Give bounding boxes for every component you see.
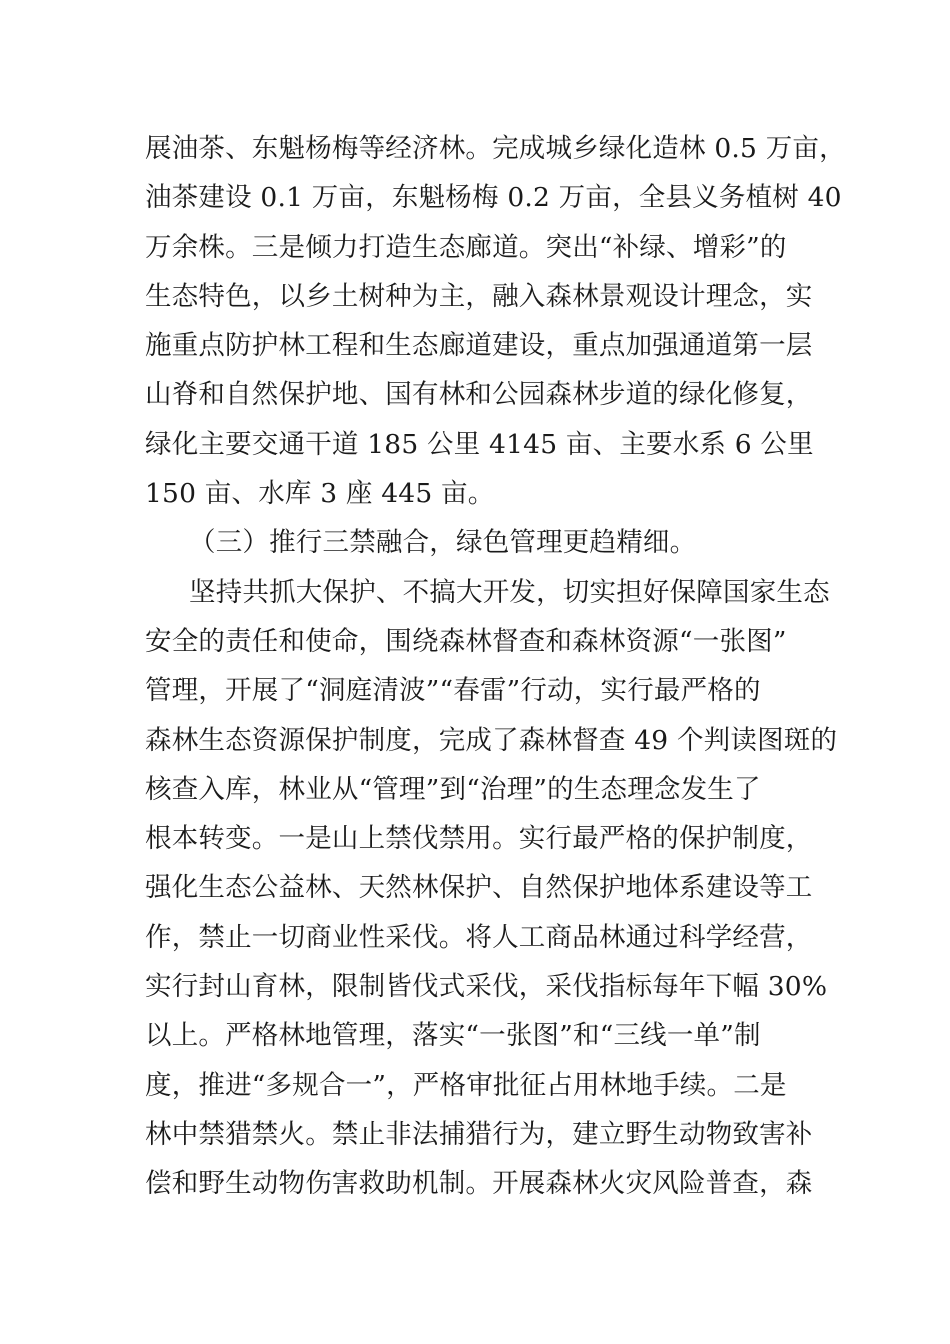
text-line: 林中禁猎禁火。禁止非法捕猎行为，建立野生动物致害补 [145,1118,813,1150]
text-line: 偿和野生动物伤害救助机制。开展森林火灾风险普查，森 [145,1168,813,1200]
text-line: 万余株。三是倾力打造生态廊道。突出“补绿、增彩”的 [145,231,787,263]
text-line: 森林生态资源保护制度，完成了森林督查 49 个判读图斑的 [145,724,838,756]
text-line: 以上。严格林地管理，落实“一张图”和“三线一单”制 [145,1020,761,1052]
text-line: 油茶建设 0.1 万亩，东魁杨梅 0.2 万亩，全县义务植树 40 [145,182,842,214]
text-line: 度，推进“多规合一”，严格审批征占用林地手续。二是 [145,1069,787,1101]
section-heading: （三）推行三禁融合，绿色管理更趋精细。 [189,527,697,559]
body-text [145,124,846,1209]
paragraph-first-line: 坚持共抓大保护、不搞大开发，切实担好保障国家生态 [189,576,830,608]
text-line: 绿化主要交通干道 185 公里 4145 亩、主要水系 6 公里 [145,428,814,460]
text-line: 安全的责任和使命，围绕森林督查和森林资源“一张图” [145,625,787,657]
text-line: 施重点防护林工程和生态廊道建设，重点加强通道第一层 [145,330,813,362]
text-line: 山脊和自然保护地、国有林和公园森林步道的绿化修复， [145,379,813,411]
text-line: 作，禁止一切商业性采伐。将人工商品林通过科学经营， [145,921,813,953]
text-line: 管理，开展了“洞庭清波”“春雷”行动，实行最严格的 [145,675,761,707]
text-line: 展油茶、东魁杨梅等经济林。完成城乡绿化造林 0.5 万亩， [145,133,846,164]
text-line: 核查入库，林业从“管理”到“治理”的生态理念发生了 [145,773,761,805]
text-line: 强化生态公益林、天然林保护、自然保护地体系建设等工 [145,872,813,904]
text-line: 实行封山育林，限制皆伐式采伐，采伐指标每年下幅 30% [145,971,828,1003]
text-line: 根本转变。一是山上禁伐禁用。实行最严格的保护制度， [145,823,813,855]
text-line: 生态特色，以乡土树种为主，融入森林景观设计理念，实 [145,280,813,312]
text-line: 150 亩、水库 3 座 445 亩。 [145,478,495,510]
